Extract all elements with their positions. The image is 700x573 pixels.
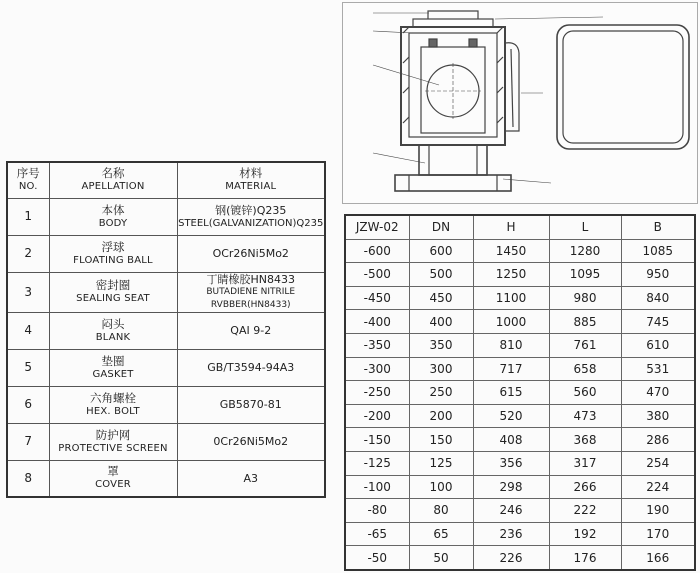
part-name: 防护网 PROTECTIVE SCREEN [49,423,177,460]
dims-cell-dn: 65 [409,522,473,546]
dims-cell-l: 266 [549,475,621,499]
dims-cell-model: -80 [345,499,409,523]
part-no: 6 [7,386,49,423]
dims-cell-l: 885 [549,310,621,334]
table-row [7,198,325,235]
dims-cell-l: 560 [549,381,621,405]
dims-cell-l: 1280 [549,239,621,263]
dims-cell-dn: 100 [409,475,473,499]
dims-cell-b: 254 [621,451,695,475]
dims-cell-h: 1000 [473,310,549,334]
part-no: 3 [7,272,49,312]
dims-cell-h: 717 [473,357,549,381]
dims-cell-h: 1100 [473,286,549,310]
dims-cell-model: -600 [345,239,409,263]
dims-cell-l: 761 [549,333,621,357]
dims-cell-dn: 150 [409,428,473,452]
dims-cell-model: -300 [345,357,409,381]
header-dn: DN [409,215,473,239]
dims-cell-model: -125 [345,451,409,475]
dims-cell-h: 298 [473,475,549,499]
part-name: 浮球 FLOATING BALL [49,235,177,272]
table-row [7,349,325,386]
dims-cell-b: 190 [621,499,695,523]
part-no: 4 [7,312,49,349]
dims-cell-h: 810 [473,333,549,357]
table-row [345,546,695,570]
part-material: A3 [177,460,325,497]
part-material: 丁睛橡胶HN8433 BUTADIENE NITRILE RVBBER(HN8433) [177,272,325,312]
part-material: QAI 9-2 [177,312,325,349]
dims-cell-h: 236 [473,522,549,546]
table-row [7,272,325,312]
table-row [345,522,695,546]
dimensions-table [344,214,696,571]
table-row [7,460,325,497]
dims-cell-model: -100 [345,475,409,499]
part-name: 六角螺栓 HEX. BOLT [49,386,177,423]
dims-cell-h: 246 [473,499,549,523]
header-b: B [621,215,695,239]
dims-cell-l: 980 [549,286,621,310]
table-row [7,312,325,349]
parts-header-row [7,162,325,198]
part-material: GB/T3594-94A3 [177,349,325,386]
dims-cell-model: -350 [345,333,409,357]
dims-cell-b: 610 [621,333,695,357]
header-material: 材料 MATERIAL [177,162,325,198]
dims-cell-model: -200 [345,404,409,428]
valve-drawing [342,2,698,204]
dims-cell-dn: 450 [409,286,473,310]
dims-cell-b: 531 [621,357,695,381]
dims-cell-dn: 300 [409,357,473,381]
table-row [345,357,695,381]
dims-cell-model: -450 [345,286,409,310]
dims-cell-dn: 350 [409,333,473,357]
dims-cell-h: 520 [473,404,549,428]
table-row [345,381,695,405]
dims-cell-h: 408 [473,428,549,452]
dims-cell-dn: 500 [409,263,473,287]
part-no: 8 [7,460,49,497]
header-name: 名称 APELLATION [49,162,177,198]
part-material: 0Cr26Ni5Mo2 [177,423,325,460]
header-model: JZW-02 [345,215,409,239]
dims-cell-l: 192 [549,522,621,546]
dims-cell-model: -250 [345,381,409,405]
dims-cell-h: 1250 [473,263,549,287]
table-row [345,263,695,287]
part-name: 闷头 BLANK [49,312,177,349]
table-row [345,451,695,475]
table-row [345,310,695,334]
dims-cell-b: 1085 [621,239,695,263]
dims-cell-model: -50 [345,546,409,570]
dims-cell-h: 226 [473,546,549,570]
dims-cell-b: 170 [621,522,695,546]
header-no: 序号 NO. [7,162,49,198]
dims-cell-b: 745 [621,310,695,334]
part-no: 7 [7,423,49,460]
dims-cell-dn: 250 [409,381,473,405]
dims-cell-l: 1095 [549,263,621,287]
dims-cell-l: 368 [549,428,621,452]
dims-cell-b: 224 [621,475,695,499]
dims-cell-l: 473 [549,404,621,428]
part-no: 2 [7,235,49,272]
table-row [345,499,695,523]
dims-cell-dn: 400 [409,310,473,334]
table-row [345,475,695,499]
part-name: 本体 BODY [49,198,177,235]
header-h: H [473,215,549,239]
dims-cell-dn: 600 [409,239,473,263]
part-no: 1 [7,198,49,235]
dims-cell-dn: 200 [409,404,473,428]
dims-cell-model: -65 [345,522,409,546]
table-row [345,333,695,357]
dims-cell-dn: 125 [409,451,473,475]
dims-cell-model: -500 [345,263,409,287]
dims-cell-h: 356 [473,451,549,475]
dims-cell-b: 840 [621,286,695,310]
header-l: L [549,215,621,239]
table-row [345,239,695,263]
part-material: 钢(镀锌)Q235 STEEL(GALVANIZATION)Q235 [177,198,325,235]
dims-cell-model: -150 [345,428,409,452]
dims-cell-b: 950 [621,263,695,287]
dims-header-row [345,215,695,239]
table-row [7,235,325,272]
part-name: 罩 COVER [49,460,177,497]
dims-cell-l: 222 [549,499,621,523]
dims-cell-b: 380 [621,404,695,428]
part-material: GB5870-81 [177,386,325,423]
part-material: OCr26Ni5Mo2 [177,235,325,272]
dims-cell-l: 658 [549,357,621,381]
table-row [345,286,695,310]
table-row [345,428,695,452]
part-name: 密封圈 SEALING SEAT [49,272,177,312]
table-row [345,404,695,428]
table-row [7,423,325,460]
dims-cell-b: 470 [621,381,695,405]
dims-cell-dn: 80 [409,499,473,523]
dims-cell-b: 166 [621,546,695,570]
dims-cell-h: 1450 [473,239,549,263]
dims-cell-h: 615 [473,381,549,405]
valve-section-svg [343,3,697,203]
dims-cell-l: 176 [549,546,621,570]
dims-cell-model: -400 [345,310,409,334]
dims-cell-l: 317 [549,451,621,475]
part-no: 5 [7,349,49,386]
dims-cell-dn: 50 [409,546,473,570]
dims-cell-b: 286 [621,428,695,452]
part-name: 垫圈 GASKET [49,349,177,386]
parts-table [6,161,326,498]
table-row [7,386,325,423]
